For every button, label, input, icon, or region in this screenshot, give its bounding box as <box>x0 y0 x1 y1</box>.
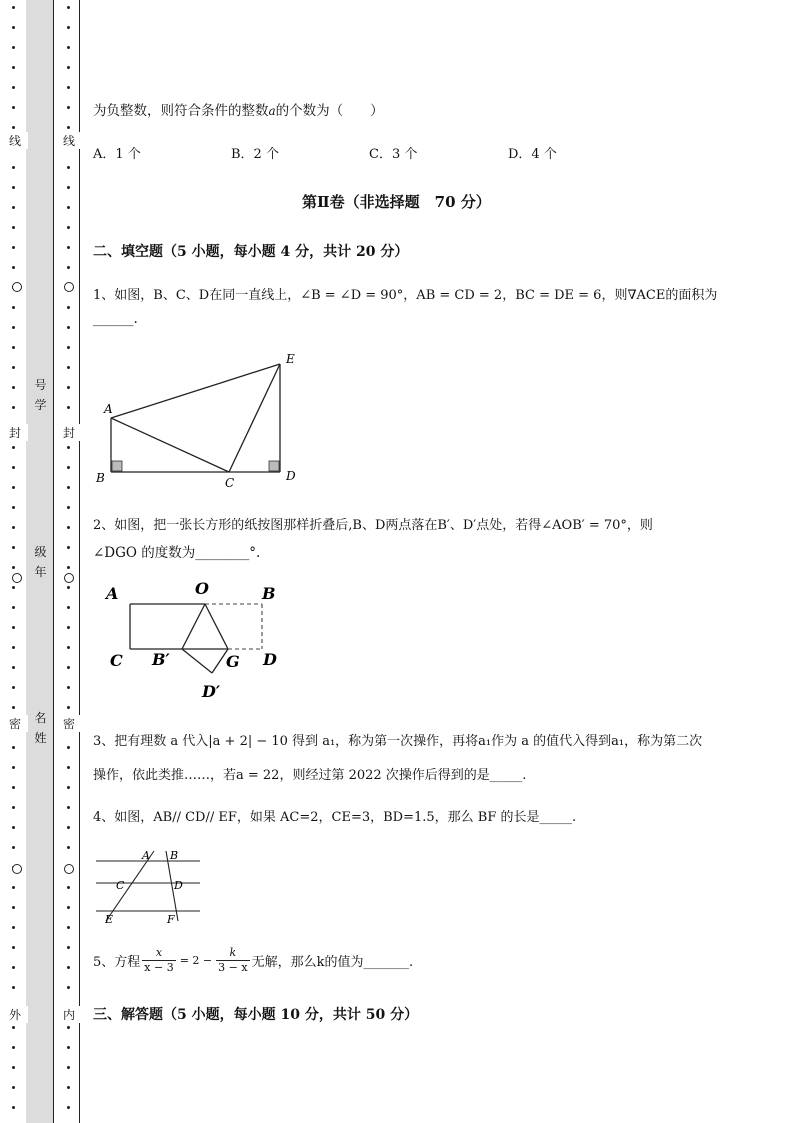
margin-dot <box>67 206 70 209</box>
fig2-label-d: D <box>263 650 277 669</box>
margin-dot <box>12 26 15 29</box>
margin-dot <box>67 66 70 69</box>
margin-dot <box>67 466 70 469</box>
margin-dot <box>12 926 15 929</box>
fig2-label-b-prime: B′ <box>152 650 170 669</box>
figure-2-folded-rectangle <box>100 575 290 705</box>
fig4-label-a: A <box>142 849 150 862</box>
margin-dot <box>67 886 70 889</box>
option-c: C．3 个 <box>369 147 418 162</box>
margin-dot <box>67 566 70 569</box>
margin-dot <box>12 86 15 89</box>
margin-dot <box>67 506 70 509</box>
margin-dot <box>67 366 70 369</box>
margin-dot <box>67 226 70 229</box>
margin-dot <box>67 646 70 649</box>
margin-dot <box>12 1026 15 1029</box>
fig4-label-f: F <box>167 913 175 926</box>
margin-dot <box>12 106 15 109</box>
margin-dot <box>12 326 15 329</box>
margin-dot <box>67 586 70 589</box>
margin-dot <box>67 46 70 49</box>
fig1-label-d: D <box>286 469 296 483</box>
margin-dot <box>67 406 70 409</box>
figure-1-triangle <box>90 345 310 490</box>
option-d: D．4 个 <box>508 147 557 162</box>
margin-dot <box>67 1026 70 1029</box>
margin-dot <box>12 1106 15 1109</box>
margin-dot <box>12 226 15 229</box>
margin-dot <box>12 806 15 809</box>
fig1-label-e: E <box>286 352 295 366</box>
margin-char-feng-inner: 封 <box>56 424 82 441</box>
fig2-label-g: G <box>226 652 240 671</box>
margin-dot <box>67 846 70 849</box>
margin-circle <box>64 573 74 583</box>
margin-dot <box>12 546 15 549</box>
margin-dot <box>12 346 15 349</box>
margin-dot <box>67 166 70 169</box>
margin-circle <box>64 282 74 292</box>
part2-title: 第Ⅱ卷（非选择题 70 分） <box>302 193 491 211</box>
section3-heading: 三、解答题（5 小题，每小题 10 分，共计 50 分） <box>93 1007 419 1023</box>
margin-dot <box>67 1046 70 1049</box>
margin-circle <box>12 864 22 874</box>
margin-dot <box>12 886 15 889</box>
margin-dot <box>12 446 15 449</box>
q5-fraction-2: $\frac{k}{3 - x}$ <box>218 946 248 974</box>
margin-dot <box>12 766 15 769</box>
fig4-label-d: D <box>174 879 183 892</box>
margin-circle <box>12 573 22 583</box>
margin-dot <box>67 626 70 629</box>
fig1-label-a: A <box>104 402 113 416</box>
fig2-label-b: B <box>262 584 276 603</box>
margin-dot <box>67 946 70 949</box>
margin-dot <box>12 506 15 509</box>
margin-dot <box>67 266 70 269</box>
margin-dot <box>12 626 15 629</box>
margin-dot <box>12 1066 15 1069</box>
q2-line1: 2、如图，把一张长方形的纸按图那样折叠后,B、D两点落在B′、D′点处，若得∠AOB′ = 70°，则 <box>93 518 653 533</box>
field-grade-label: 级 年 <box>34 545 47 579</box>
margin-dot <box>67 906 70 909</box>
fig4-label-b: B <box>170 849 179 862</box>
margin-dot <box>12 986 15 989</box>
margin-dot <box>12 526 15 529</box>
q3-line1: 3、把有理数 a 代入|a + 2| − 10 得到 a₁，称为第一次操作，再将a₁作为 a 的值代入得到a₁，称为第二次 <box>93 734 703 749</box>
margin-dot <box>12 646 15 649</box>
margin-dot <box>12 486 15 489</box>
margin-dot <box>12 846 15 849</box>
margin-dot <box>67 486 70 489</box>
margin-dot <box>12 566 15 569</box>
margin-dot <box>12 746 15 749</box>
q4-line1: 4、如图，AB// CD// EF，如果 AC=2，CE=3，BD=1.5，那么 BF 的长是_____. <box>93 810 577 825</box>
margin-dot <box>12 406 15 409</box>
option-b: B．2 个 <box>231 147 279 162</box>
margin-dot <box>67 306 70 309</box>
q3-line2: 操作，依此类推……，若a = 22，则经过第 2022 次操作后得到的是_____. <box>93 768 527 783</box>
margin-dot <box>12 366 15 369</box>
q1-line1: 1、如图，B、C、D在同一直线上，∠B = ∠D = 90°，AB = CD = 2，BC = DE = 6，则∇ACE的面积为 <box>93 288 718 303</box>
margin-dot <box>12 306 15 309</box>
margin-dot <box>12 966 15 969</box>
margin-char-wai-outer: 外 <box>2 1006 28 1023</box>
margin-dot <box>12 686 15 689</box>
margin-dot <box>67 246 70 249</box>
margin-dot <box>67 746 70 749</box>
fig4-label-c: C <box>116 879 125 892</box>
margin-dot <box>12 46 15 49</box>
prev-question-tail: 为负整数，则符合条件的整数a的个数为（ ） <box>93 103 384 119</box>
margin-dot <box>67 546 70 549</box>
fig2-label-a: A <box>106 584 119 603</box>
margin-dot <box>12 266 15 269</box>
margin-dot <box>67 446 70 449</box>
fig4-label-e: E <box>105 913 114 926</box>
margin-dot <box>12 206 15 209</box>
margin-dot <box>12 706 15 709</box>
margin-dot <box>67 1066 70 1069</box>
margin-dot <box>67 106 70 109</box>
margin-dot <box>67 986 70 989</box>
margin-dot <box>12 606 15 609</box>
margin-dot <box>12 946 15 949</box>
margin-dot <box>12 826 15 829</box>
field-student-number-label: 号 学 <box>34 378 47 412</box>
margin-circle <box>12 282 22 292</box>
fig2-label-d-prime: D′ <box>202 682 221 701</box>
margin-dot <box>67 6 70 9</box>
margin-dot <box>12 166 15 169</box>
margin-dot <box>67 326 70 329</box>
margin-dot <box>67 386 70 389</box>
margin-dot <box>67 346 70 349</box>
margin-dot <box>67 1106 70 1109</box>
margin-dot <box>12 126 15 129</box>
margin-dot <box>67 786 70 789</box>
margin-char-mi-inner: 密 <box>56 715 82 732</box>
margin-dot <box>12 186 15 189</box>
fig1-label-b: B <box>96 471 105 485</box>
fig2-label-o: O <box>195 579 209 598</box>
margin-dot <box>67 606 70 609</box>
margin-dot <box>67 526 70 529</box>
margin-dot <box>67 926 70 929</box>
margin-dot <box>12 1086 15 1089</box>
margin-dot <box>12 466 15 469</box>
margin-circle <box>64 864 74 874</box>
margin-char-xian-inner: 线 <box>56 132 82 149</box>
margin-char-mi-outer: 密 <box>2 715 28 732</box>
margin-dot <box>12 586 15 589</box>
margin-dot <box>12 906 15 909</box>
q1-line2: ______. <box>93 311 138 327</box>
figure-4-parallel-lines <box>92 845 207 927</box>
margin-dot <box>67 86 70 89</box>
margin-dot <box>67 686 70 689</box>
q5-fraction-1: $\frac{x}{x - 3}$ <box>144 946 174 974</box>
margin-dot <box>67 966 70 969</box>
margin-char-xian-outer: 线 <box>2 132 28 149</box>
option-a: A．1 个 <box>93 147 141 162</box>
margin-char-nei-inner: 内 <box>56 1006 82 1023</box>
margin-dot <box>12 246 15 249</box>
margin-dot <box>12 6 15 9</box>
fig2-label-c: C <box>110 651 123 670</box>
margin-dot <box>12 1046 15 1049</box>
margin-dot <box>12 786 15 789</box>
margin-dot <box>67 1086 70 1089</box>
margin-dot <box>67 706 70 709</box>
field-name-label: 名 姓 <box>34 711 47 745</box>
margin-dot <box>67 126 70 129</box>
q2-line2: ∠DGO 的度数为________°. <box>93 545 261 561</box>
margin-dot <box>67 666 70 669</box>
section2-heading: 二、填空题（5 小题，每小题 4 分，共计 20 分） <box>93 244 409 260</box>
margin-dot <box>67 826 70 829</box>
margin-dot <box>12 386 15 389</box>
margin-dot <box>12 666 15 669</box>
margin-char-feng-outer: 封 <box>2 424 28 441</box>
fig1-label-c: C <box>225 476 235 490</box>
margin-dot <box>67 806 70 809</box>
margin-dot <box>12 66 15 69</box>
margin-dot <box>67 766 70 769</box>
q5-line1: 5、方程 $\frac{x}{x - 3}$ = 2 − $\frac{k}{3 - x}$ 无解，那么k的值为_______. <box>93 946 414 974</box>
margin-dot <box>67 26 70 29</box>
margin-dot <box>67 186 70 189</box>
